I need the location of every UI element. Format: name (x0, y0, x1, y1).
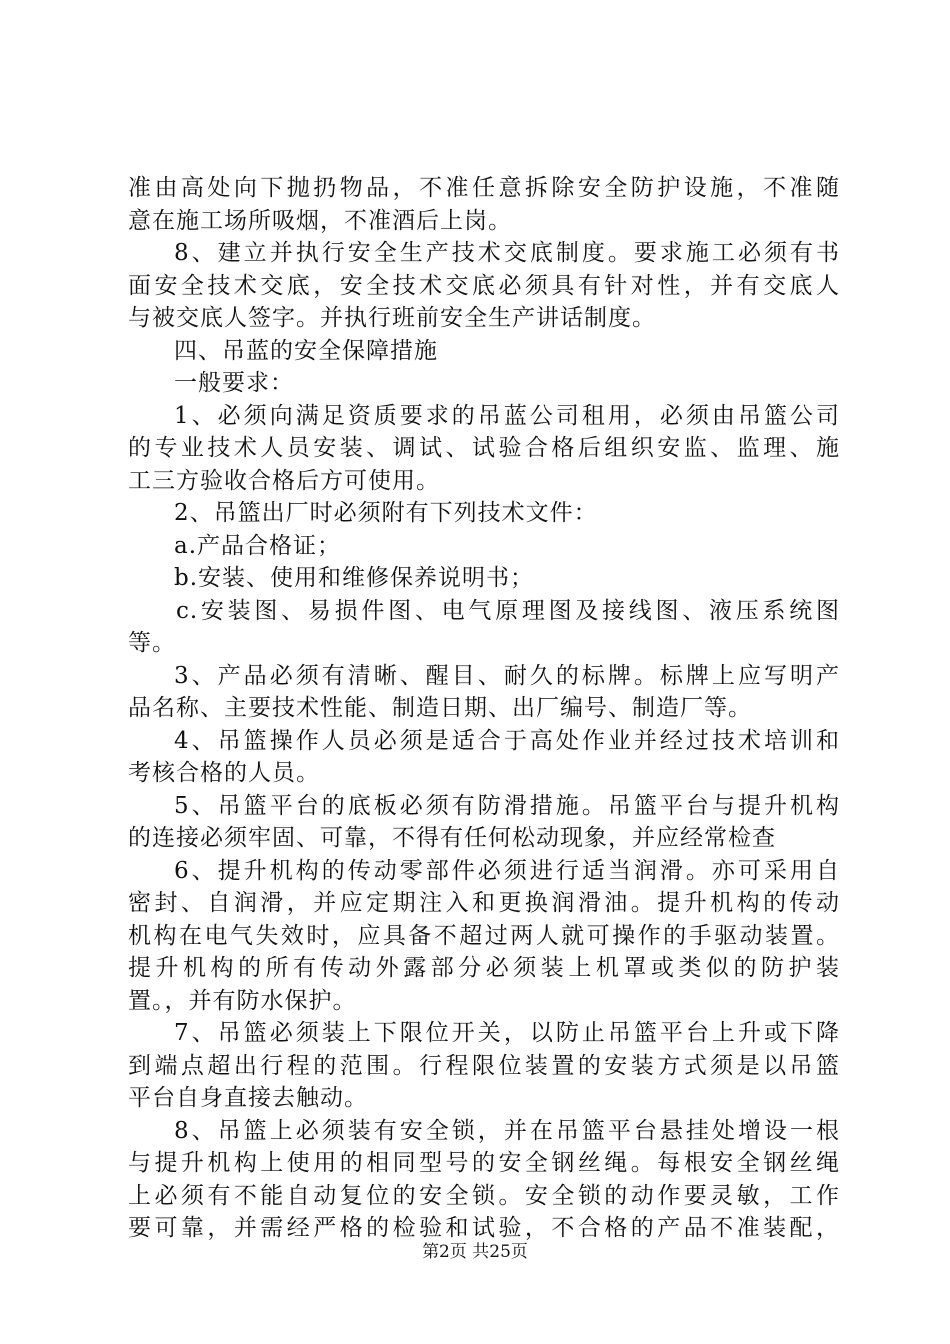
text-line: 5、吊篮平台的底板必须有防滑措施。吊篮平台与提升机构 (174, 792, 840, 819)
page-number-footer: 第2页 共25页 (422, 1242, 528, 1262)
text-line: 等。 (128, 630, 176, 656)
text-line: 置。，并有防水保护。 (128, 987, 357, 1014)
text-line: 8、建立并执行安全生产技术交底制度。要求施工必须有书 (174, 240, 840, 266)
list-item: b.安装、使用和维修保养说明书； (174, 565, 535, 591)
text-line: 品名称、主要技术性能、制造日期、出厂编号、制造厂等。 (128, 695, 752, 721)
subheading: 一般要求： (174, 370, 294, 396)
text-line: 7、吊篮必须装上下限位开关，以防止吊篮平台上升或下降 (174, 1020, 840, 1046)
text-line: 到端点超出行程的范围。行程限位装置的安装方式须是以吊篮 (128, 1052, 840, 1079)
text-line: 要可靠，并需经严格的检验和试验，不合格的产品不准装配， (128, 1215, 840, 1241)
text-line: 考核合格的人员。 (128, 760, 320, 786)
text-line: 4、吊篮操作人员必须是适合于高处作业并经过技术培训和 (174, 727, 840, 754)
text-line: 上必须有不能自动复位的安全锁。安全锁的动作要灵敏，工作 (128, 1182, 840, 1209)
text-line: 8、吊篮上必须装有安全锁，并在吊篮平台悬挂处增设一根 (174, 1117, 840, 1144)
text-line: 工三方验收合格后方可使用。 (128, 467, 440, 494)
text-line: 的专业技术人员安装、调试、试验合格后组织安监、监理、施 (128, 435, 840, 461)
text-line: 6、提升机构的传动零部件必须进行适当润滑。亦可采用自 (174, 857, 840, 884)
text-line: 面安全技术交底，安全技术交底必须具有针对性，并有交底人 (128, 272, 840, 299)
list-item: a.产品合格证； (174, 532, 342, 559)
section-heading: 四、吊蓝的安全保障措施 (174, 337, 438, 364)
text-line: 1、必须向满足资质要求的吊蓝公司租用，必须由吊篮公司 (174, 402, 840, 429)
list-item: c.安装图、易损件图、电气原理图及接线图、液压系统图 (176, 597, 840, 624)
text-line: 准由高处向下抛扔物品，不准任意拆除安全防护设施，不准随 (128, 175, 840, 201)
text-line: 与提升机构上使用的相同型号的安全钢丝绳。每根安全钢丝绳 (128, 1150, 840, 1176)
text-line: 2、吊篮出厂时必须附有下列技术文件： (174, 500, 598, 526)
text-line: 平台自身直接去触动。 (128, 1085, 368, 1111)
text-line: 3、产品必须有清晰、醒目、耐久的标牌。标牌上应写明产 (174, 662, 840, 689)
text-line: 的连接必须牢固、可靠，不得有任何松动现象，并应经常检查 (128, 825, 776, 851)
text-line: 与被交底人签字。并执行班前安全生产讲话制度。 (128, 305, 656, 331)
text-line: 机构在电气失效时，应具备不超过两人就可操作的手驱动装置。 (128, 922, 840, 949)
text-line: 意在施工场所吸烟，不准酒后上岗。 (128, 207, 512, 234)
text-line: 提升机构的所有传动外露部分必须装上机罩或类似的防护装 (128, 955, 840, 981)
document-body (128, 172, 840, 1245)
text-line: 密封、自润滑，并应定期注入和更换润滑油。提升机构的传动 (128, 890, 840, 916)
